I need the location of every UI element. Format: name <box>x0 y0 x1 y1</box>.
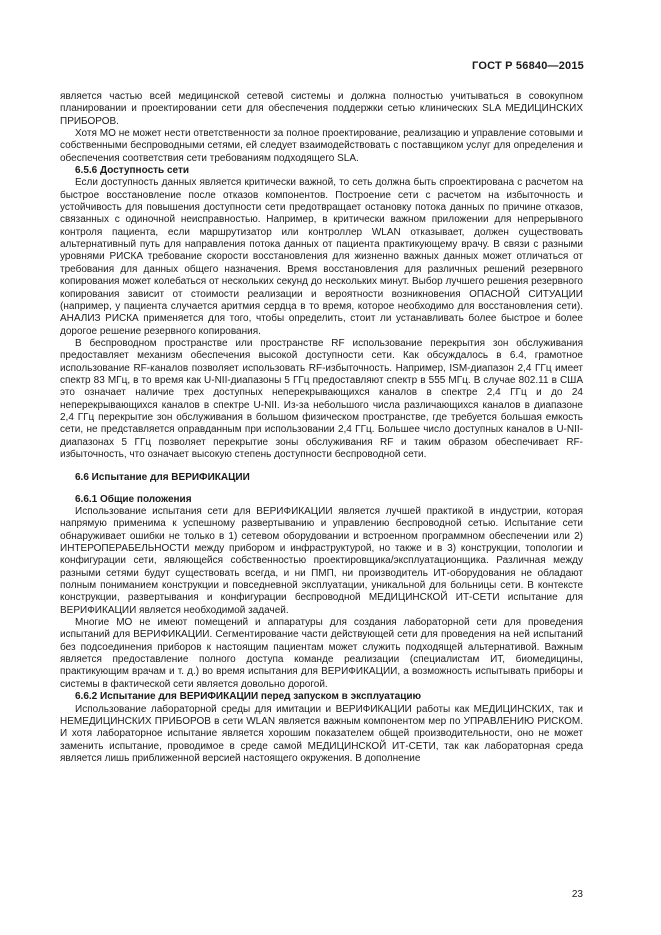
subsection-heading: 6.6.1 Общие положения <box>75 493 192 505</box>
paragraph: Если доступность данных является критически важной, то сеть должна быть спроектирована с расчетом на быстрое восстановление после отказов компонентов. Построение сети с расчетом на избыточность и устойчивость для повышения доступности сети предотвращает остановку потока данных по причине отказов, связанных с одиночной неисправностью. Например, в критически важном приложении для непрерывного контроля пациента, если маршрутизатор или контроллер WLAN отказывает, должен существовать альтернативный путь для направления потока данных от пациента практикующему врачу. В связи с разными уровнями РИСКА требование скорости восстановления для жизненно важных данных может отличаться от требования для данных общего назначения. Время восстановления для различных решений резервного копирования может колебаться от нескольких секунд до нескольких минут. Выбор лучшего решения резервного копирования зависит от стоимости реализации и вероятности возникновения ОПАСНОЙ СИТУАЦИИ (например, у пациента случается аритмия сердца в то время, которое необходимо для восстановления сети). АНАЛИЗ РИСКА применяется для того, чтобы определить, стоит ли устанавливать более быстрое и более дорогое решение резервного копирования. <box>60 177 583 337</box>
page-number: 23 <box>571 889 583 900</box>
document-standard-id: ГОСТ Р 56840—2015 <box>472 60 584 72</box>
paragraph: В беспроводном пространстве или пространстве RF использование перекрытия зон обслуживания предоставляет механизм обеспечения высокой доступности сети. Как обсуждалось в 6.4, грамотное использование RF-каналов позволяет использовать RF-избыточность. Например, ISM-диапазон 2,4 ГГц имеет спектр 83 МГц, в то время как U-NII-диапазоны 5 ГГц предоставляют спектр в 555 МГц. В случае 802.11 в США это означает наличие трех доступных неперекрывающихся каналов в спектре 2,4 ГГц и до 24 неперекрывающихся каналов в спектре U-NII. Из-за небольшого числа различающихся каналов в диапазоне 2,4 ГГц перекрытие зон обслуживания в большом физическом пространстве, где требуется большая емкость сети, не представляется оправданным при использовании 2,4 ГГц. Большее число доступных каналов в U-NII-диапазонах 5 ГГц позволяет перекрытие зоны обслуживания RF и таким образом обеспечивает RF-избыточность, что означает высокую степень доступности беспроводной сети. <box>60 337 583 460</box>
paragraph: Многие МО не имеют помещений и аппаратуры для создания лабораторной сети для проведения испытаний для ВЕРИФИКАЦИИ. Сегментирование части действующей сети для проведения на ней испытаний без подсоединения приборов к настоящим пациентам может служить подходящей альтернативой. Важным является предоставление полного доступа команде реализации (специалистам ИТ, биомедицины, практикующим врачам и т. д.) во время испытания для ВЕРИФИКАЦИИ, а возможность испытывать приборы и системы в фактической сети является довольно дорогой. <box>60 617 583 690</box>
paragraph: является частью всей медицинской сетевой системы и должна полностью учитываться в совокупном планировании и проектировании сети для обеспечения поддержки сетью клинических SLA МЕДИЦИНСКИХ ПРИБОРОВ. <box>60 91 583 127</box>
paragraph: Использование лабораторной среды для имитации и ВЕРИФИКАЦИИ работы как МЕДИЦИНСКИХ, так и НЕМЕДИЦИНСКИХ ПРИБОРОВ в сети WLAN является важным компонентом мер по УПРАВЛЕНИЮ РИСКОМ. И хотя лабораторное испытание является хорошим показателем общей производительности, оно не может заменить испытание, проводимое в среде самой МЕДИЦИНСКОЙ ИТ-СЕТИ, так как лабораторная среда является лишь приближенной версией настоящего окружения. В дополнение <box>60 703 583 764</box>
paragraph: Хотя МО не может нести ответственности за полное проектирование, реализацию и управление сотовыми и собственными беспроводными сетями, ей следует взаимодействовать с поставщиком услуг для определения и обеспечения соответствия сети требованиям подходящего SLA. <box>60 128 583 164</box>
document-body <box>60 91 583 765</box>
subsection-heading: 6.5.6 Доступность сети <box>75 165 189 177</box>
subsection-heading: 6.6.2 Испытание для ВЕРИФИКАЦИИ перед запуском в эксплуатацию <box>75 691 422 703</box>
paragraph: Использование испытания сети для ВЕРИФИКАЦИИ является лучшей практикой в индустрии, которая напрямую применима к успешному развертыванию и управлению беспроводной сетью. Испытание сети обнаруживает ошибки не только в 1) сетевом оборудовании и встроенном программном обеспечении или 2) ИНТЕРОПЕРАБЕЛЬНОСТИ между прибором и инфраструктурой, но также и в 3) конструкции, топологии и конфигурации сети, являющейся собственностью проектировщика/эксплуатационщика. Различная между разными сетями будут существовать всегда, и ни ПМП, ни производитель ИТ-оборудования не обладают полным пониманием конструкции и повседневной эксплуатации, уникальной для больницы сети. В контексте конструкции, развертывания и конфигурации беспроводной МЕДИЦИНСКОЙ ИТ-СЕТИ испытание для ВЕРИФИКАЦИИ является необходимой задачей. <box>60 506 583 616</box>
section-heading: 6.6 Испытание для ВЕРИФИКАЦИИ <box>75 472 250 484</box>
